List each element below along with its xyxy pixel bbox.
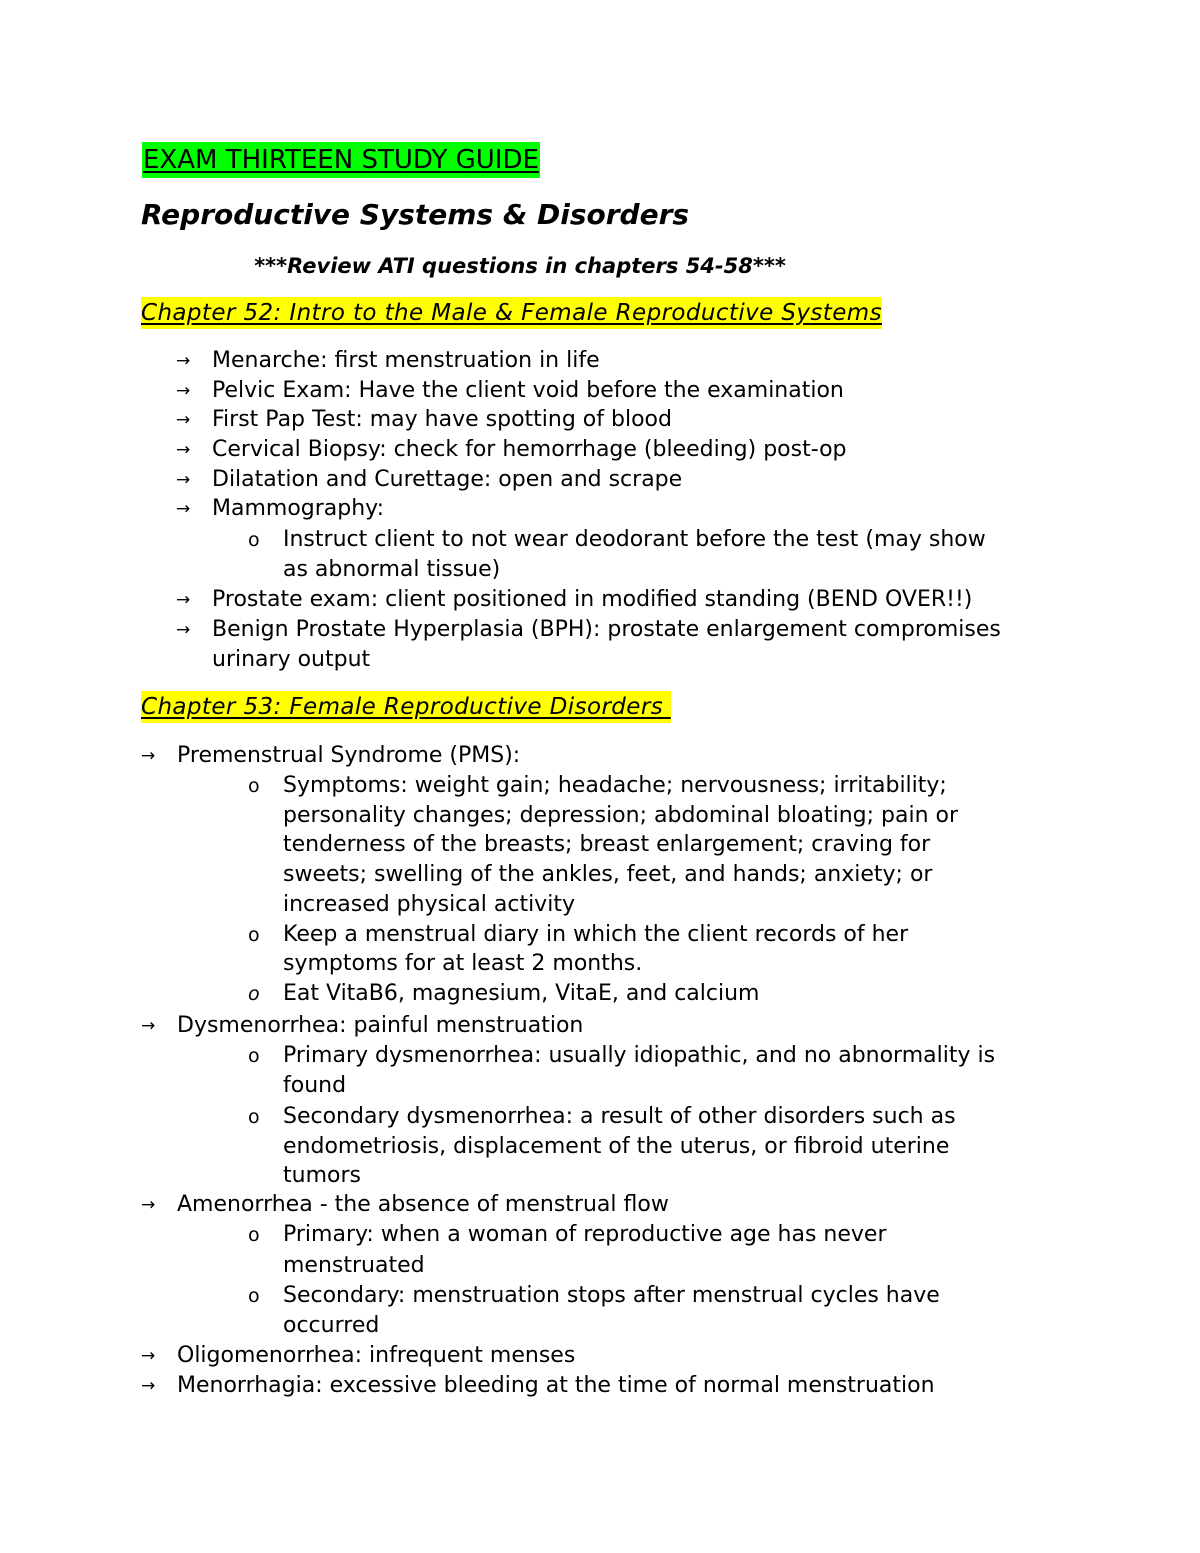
- sub-list-item: Keep a menstrual diary in which the client records of her: [283, 922, 909, 947]
- sub-list-item-continued: occurred: [283, 1313, 380, 1338]
- list-item: Cervical Biopsy: check for hemorrhage (bleeding) post-op: [212, 437, 847, 462]
- list-item: Oligomenorrhea: infrequent menses: [177, 1343, 576, 1368]
- sub-list-item-continued: menstruated: [283, 1253, 425, 1278]
- list-item-continued: urinary output: [212, 647, 371, 672]
- circle-bullet-icon: o: [248, 1224, 260, 1246]
- circle-bullet-icon: o: [248, 983, 260, 1005]
- list-item: Amenorrhea - the absence of menstrual flow: [177, 1192, 669, 1217]
- list-item: Premenstrual Syndrome (PMS):: [177, 743, 521, 768]
- sub-list-item: Symptoms: weight gain; headache; nervousness; irritability;: [283, 773, 947, 798]
- sub-list-item-continued: symptoms for at least 2 months.: [283, 951, 643, 976]
- sub-list-item-continued: endometriosis, displacement of the uterus, or fibroid uterine: [283, 1134, 950, 1159]
- arrow-bullet-icon: →: [176, 620, 191, 640]
- list-item: Dilatation and Curettage: open and scrape: [212, 467, 683, 492]
- sub-list-item-continued: sweets; swelling of the ankles, feet, and hands; anxiety; or: [283, 862, 933, 887]
- document-subtitle: Reproductive Systems & Disorders: [141, 198, 690, 231]
- list-item: First Pap Test: may have spotting of blood: [212, 407, 672, 432]
- arrow-bullet-icon: →: [141, 746, 156, 766]
- arrow-bullet-icon: →: [176, 440, 191, 460]
- chapter-52-heading: Chapter 52: Intro to the Male & Female Reproductive Systems: [141, 297, 882, 329]
- sub-list-item-continued: as abnormal tissue): [283, 557, 501, 582]
- arrow-bullet-icon: →: [141, 1016, 156, 1036]
- sub-list-item-continued: tumors: [283, 1163, 361, 1188]
- review-note: ***Review ATI questions in chapters 54-58***: [254, 254, 786, 278]
- sub-list-item: Primary: when a woman of reproductive age has never: [283, 1222, 887, 1247]
- arrow-bullet-icon: →: [176, 351, 191, 371]
- sub-list-item: Instruct client to not wear deodorant before the test (may show: [283, 527, 986, 552]
- arrow-bullet-icon: →: [176, 381, 191, 401]
- list-item: Menarche: first menstruation in life: [212, 348, 600, 373]
- arrow-bullet-icon: →: [141, 1346, 156, 1366]
- circle-bullet-icon: o: [248, 1106, 260, 1128]
- arrow-bullet-icon: →: [141, 1195, 156, 1215]
- circle-bullet-icon: o: [248, 529, 260, 551]
- list-item: Prostate exam: client positioned in modified standing (BEND OVER!!): [212, 587, 973, 612]
- circle-bullet-icon: o: [248, 924, 260, 946]
- sub-list-item: Secondary dysmenorrhea: a result of other disorders such as: [283, 1104, 956, 1129]
- list-item: Dysmenorrhea: painful menstruation: [177, 1013, 584, 1038]
- arrow-bullet-icon: →: [176, 470, 191, 490]
- sub-list-item-continued: found: [283, 1073, 347, 1098]
- circle-bullet-icon: o: [248, 1285, 260, 1307]
- list-item: Benign Prostate Hyperplasia (BPH): prostate enlargement compromises: [212, 617, 1001, 642]
- document-title: EXAM THIRTEEN STUDY GUIDE: [142, 142, 540, 178]
- chapter-53-heading: Chapter 53: Female Reproductive Disorders: [141, 691, 671, 723]
- sub-list-item: Primary dysmenorrhea: usually idiopathic, and no abnormality is: [283, 1043, 996, 1068]
- list-item: Menorrhagia: excessive bleeding at the time of normal menstruation: [177, 1373, 935, 1398]
- sub-list-item: Eat VitaB6, magnesium, VitaE, and calcium: [283, 981, 760, 1006]
- sub-list-item-continued: personality changes; depression; abdominal bloating; pain or: [283, 803, 959, 828]
- circle-bullet-icon: o: [248, 1045, 260, 1067]
- list-item: Mammography:: [212, 496, 385, 521]
- sub-list-item-continued: tenderness of the breasts; breast enlargement; craving for: [283, 832, 931, 857]
- sub-list-item: Secondary: menstruation stops after menstrual cycles have: [283, 1283, 940, 1308]
- list-item: Pelvic Exam: Have the client void before the examination: [212, 378, 844, 403]
- arrow-bullet-icon: →: [176, 590, 191, 610]
- arrow-bullet-icon: →: [141, 1376, 156, 1396]
- sub-list-item-continued: increased physical activity: [283, 892, 575, 917]
- arrow-bullet-icon: →: [176, 499, 191, 519]
- circle-bullet-icon: o: [248, 775, 260, 797]
- arrow-bullet-icon: →: [176, 410, 191, 430]
